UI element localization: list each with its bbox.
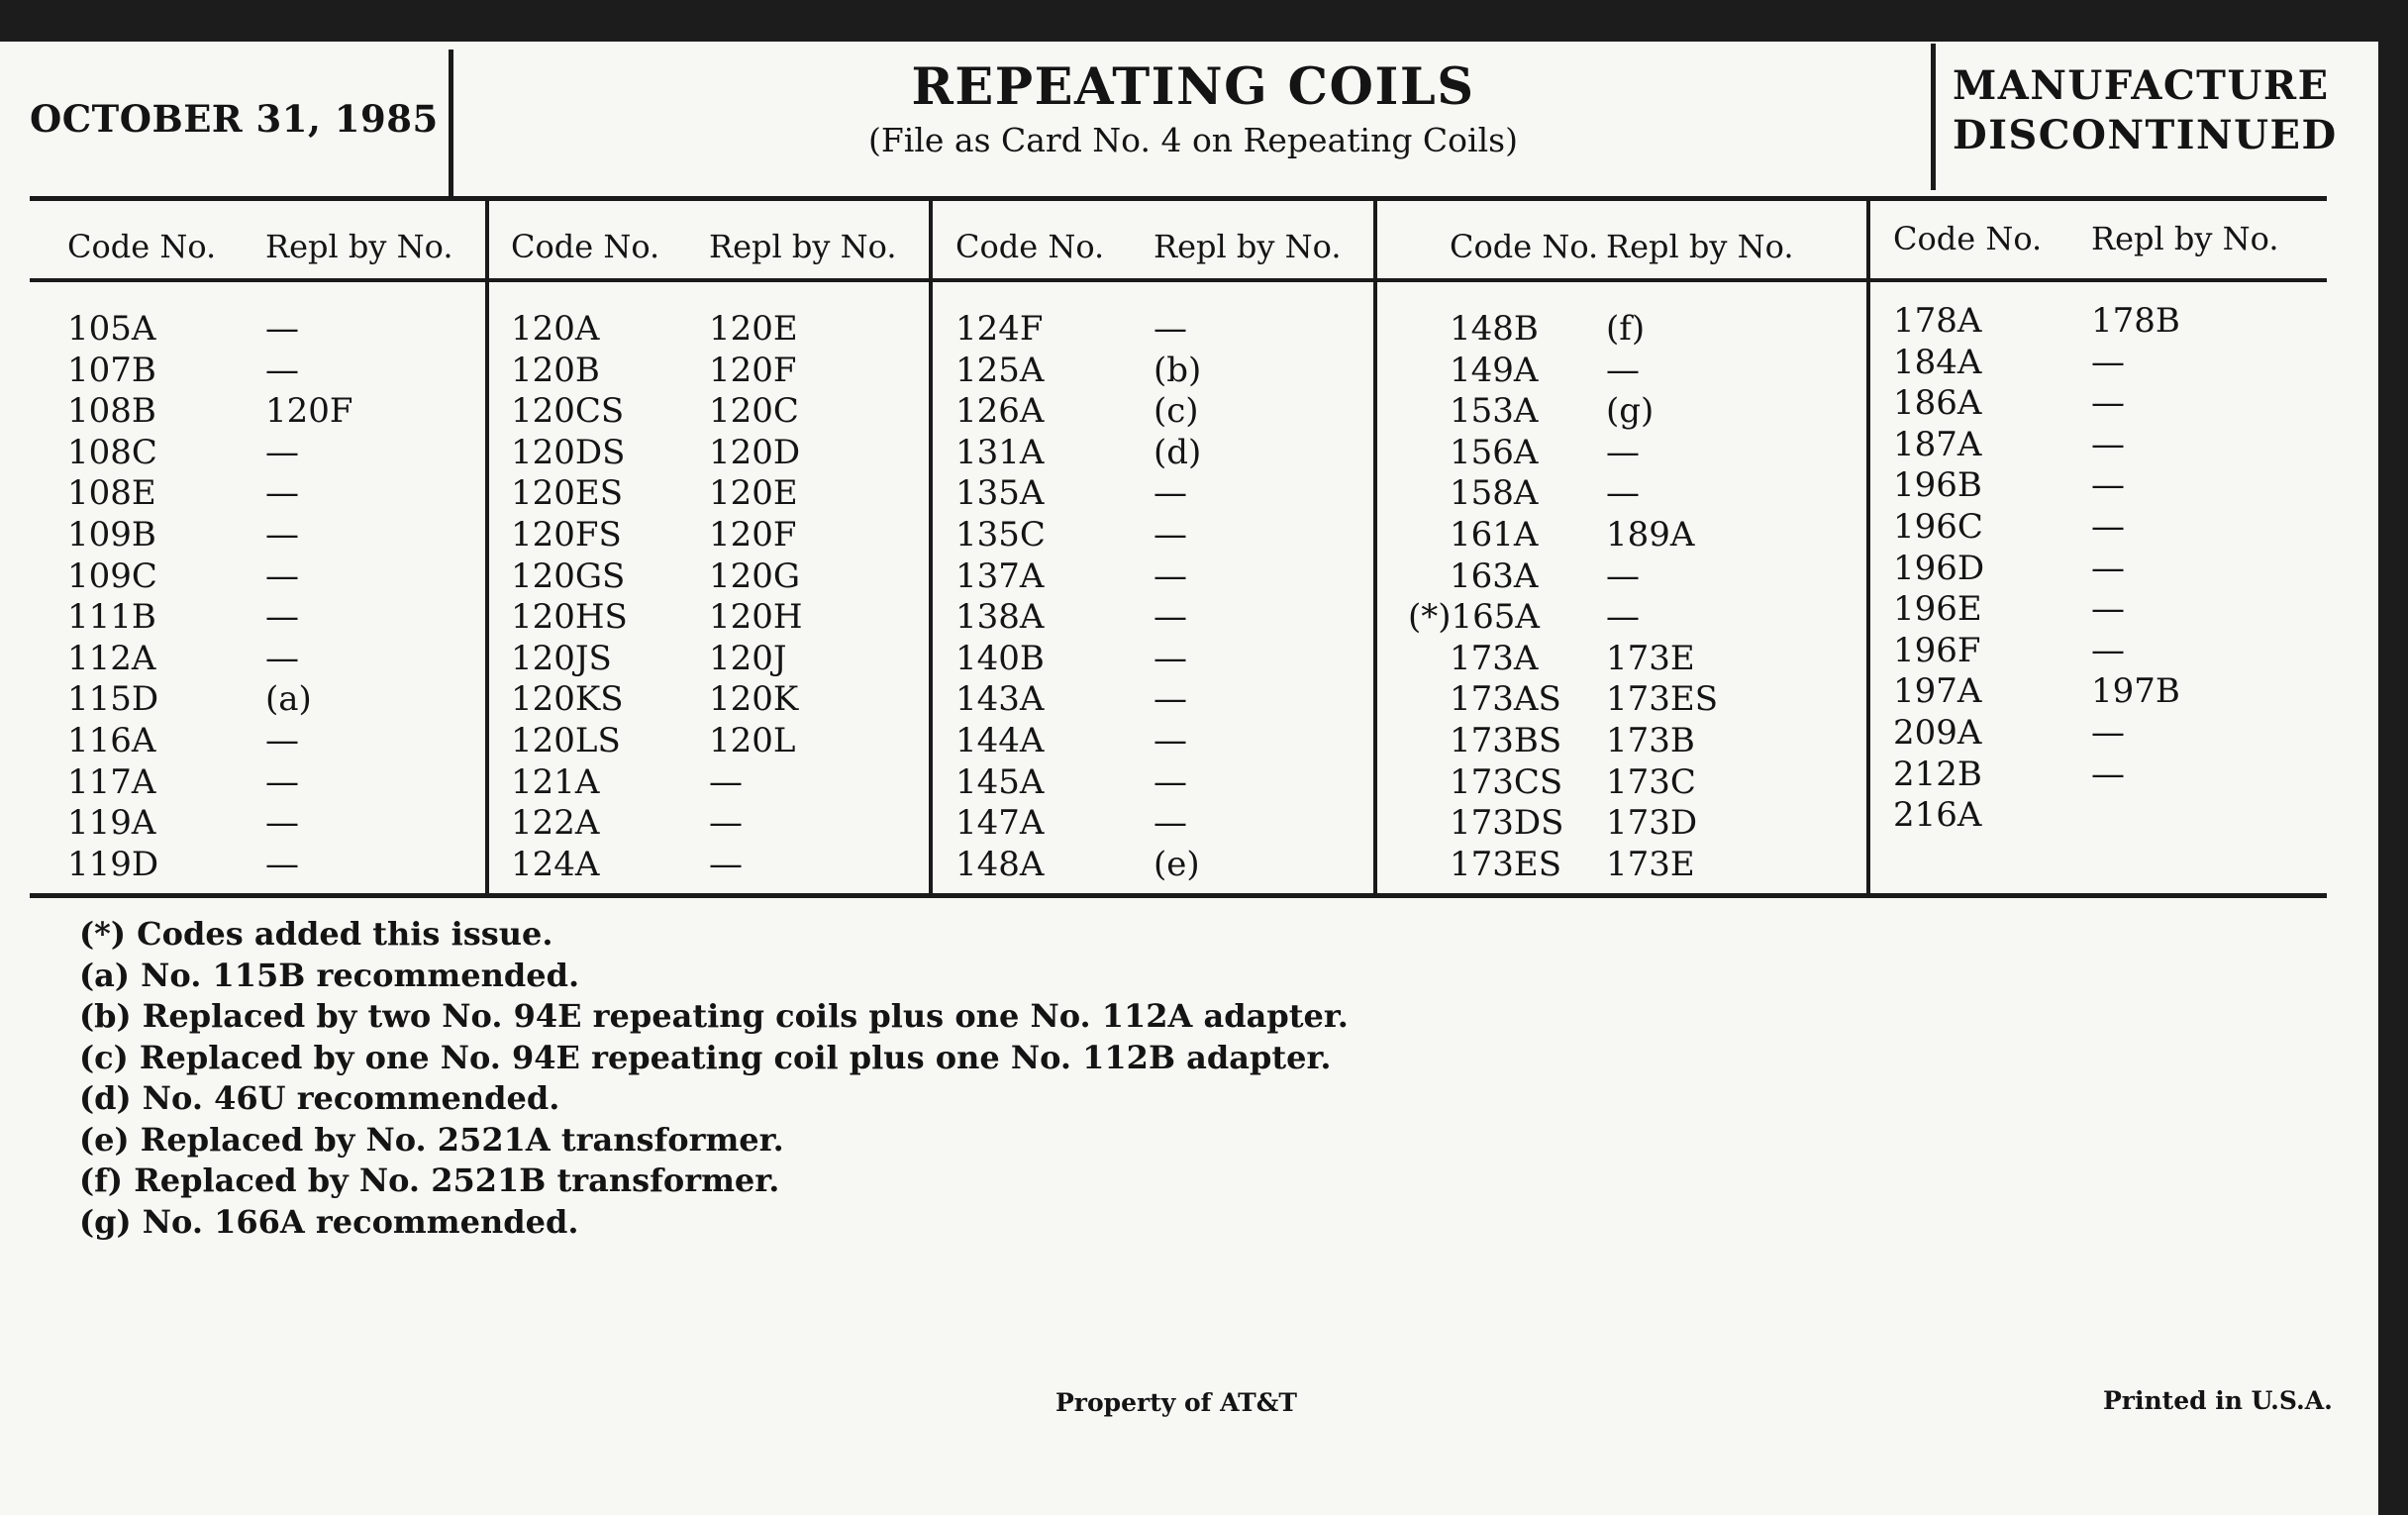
- replacement-cell: —: [1606, 350, 1640, 390]
- code-cell: 149A: [1450, 350, 1539, 390]
- replacement-cell: —: [265, 309, 299, 349]
- code-cell: (*)165A: [1408, 597, 1540, 638]
- column-divider-2: [929, 198, 933, 896]
- table-row: [1893, 301, 2289, 343]
- replacement-cell: 178B: [2091, 301, 2180, 341]
- header-divider-left: [449, 50, 453, 196]
- replacement-cell: —: [2091, 465, 2125, 506]
- replacement-cell: (d): [1154, 432, 1202, 472]
- column-header-row: [1893, 204, 2289, 273]
- table-row: [955, 556, 1352, 598]
- code-cell: 107B: [67, 350, 156, 390]
- property-notice: Property of AT&T: [1055, 1388, 1297, 1417]
- replacement-cell: 120D: [709, 432, 801, 472]
- replacement-cell: (a): [265, 679, 312, 720]
- code-cell: 173ES: [1450, 844, 1562, 884]
- replacement-cell: —: [1154, 803, 1187, 844]
- replacement-cell: —: [2091, 630, 2125, 670]
- replacement-cell: 120K: [709, 679, 799, 720]
- code-cell: 173A: [1450, 638, 1539, 678]
- footnote: (c) Replaced by one No. 94E repeating coil plus one No. 112B adapter.: [79, 1038, 1332, 1076]
- repl-header: Repl by No.: [265, 228, 453, 265]
- replacement-cell: 173D: [1606, 803, 1698, 844]
- code-cell: 109C: [67, 556, 157, 596]
- code-cell: 173DS: [1450, 803, 1564, 844]
- table-row: [511, 803, 907, 845]
- code-cell: 117A: [67, 761, 156, 802]
- code-cell: 111B: [67, 597, 156, 638]
- replacement-cell: —: [1154, 679, 1187, 720]
- replacement-cell: —: [1154, 473, 1187, 514]
- code-cell: 173CS: [1450, 761, 1563, 802]
- code-cell: 126A: [955, 391, 1045, 432]
- table-row: [511, 845, 907, 886]
- code-cell: 196C: [1893, 506, 1983, 547]
- code-cell: 120HS: [511, 597, 628, 638]
- table-row: [1893, 343, 2289, 384]
- rows: [511, 309, 907, 885]
- table-row: [511, 351, 907, 392]
- code-cell: 116A: [67, 720, 156, 760]
- replacement-cell: 173E: [1606, 638, 1695, 678]
- code-header: Code No.: [511, 228, 660, 265]
- replacement-cell: —: [1154, 638, 1187, 678]
- table-row: [511, 762, 907, 804]
- replacement-cell: —: [1606, 556, 1640, 596]
- rows: [1408, 309, 1804, 885]
- table-row: [1893, 383, 2289, 425]
- table-row: [1408, 433, 1804, 474]
- issue-date: OCTOBER 31, 1985: [30, 97, 439, 141]
- footnote: (g) No. 166A recommended.: [79, 1202, 579, 1241]
- replacement-cell: —: [2091, 548, 2125, 588]
- code-cell: 196F: [1893, 630, 1981, 670]
- replacement-cell: —: [2091, 383, 2125, 424]
- table-row: [1893, 795, 2289, 837]
- table-row: [1893, 671, 2289, 713]
- column-header-row: [511, 212, 907, 281]
- code-cell: 196D: [1893, 548, 1985, 588]
- replacement-cell: (f): [1606, 309, 1646, 349]
- code-cell: 120ES: [511, 473, 624, 514]
- table-row: [955, 515, 1352, 556]
- status-line-1: MANUFACTURE: [1953, 62, 2330, 109]
- replacement-cell: —: [709, 803, 743, 844]
- replacement-cell: —: [1606, 597, 1640, 638]
- table-row: [67, 803, 463, 845]
- replacement-cell: —: [1154, 309, 1187, 349]
- replacement-cell: 120L: [709, 720, 796, 760]
- code-header: Code No.: [1450, 228, 1599, 265]
- table-bottom-rule: [30, 893, 2327, 898]
- code-cell: 120DS: [511, 432, 626, 472]
- replacement-cell: 120C: [709, 391, 799, 432]
- column-divider-4: [1866, 198, 1870, 896]
- replacement-cell: —: [2091, 424, 2125, 464]
- rows: [67, 309, 463, 885]
- table-top-rule: [30, 196, 2327, 201]
- replacement-cell: —: [709, 761, 743, 802]
- table-row: [67, 597, 463, 639]
- table-row: [511, 309, 907, 351]
- table-row: [67, 433, 463, 474]
- table-row: [511, 473, 907, 515]
- table-row: [67, 351, 463, 392]
- replacement-cell: 120G: [709, 556, 801, 596]
- table-row: [1408, 679, 1804, 721]
- table-row: [511, 515, 907, 556]
- repl-header: Repl by No.: [1606, 228, 1794, 265]
- code-header: Code No.: [1893, 220, 2043, 257]
- table-row: [1893, 465, 2289, 507]
- table-row: [511, 721, 907, 762]
- code-cell: 145A: [955, 761, 1045, 802]
- column-group-5: [1893, 204, 2289, 837]
- header-divider-right: [1931, 44, 1936, 190]
- replacement-cell: (e): [1154, 844, 1200, 884]
- table-row: [1893, 507, 2289, 549]
- replacement-cell: —: [1606, 473, 1640, 514]
- table-row: [1408, 721, 1804, 762]
- table-row: [955, 309, 1352, 351]
- table-row: [67, 556, 463, 598]
- table-row: [511, 556, 907, 598]
- column-header-row: [955, 212, 1352, 281]
- code-cell: 184A: [1893, 342, 1982, 382]
- replacement-cell: 120H: [709, 597, 803, 638]
- code-cell: 153A: [1450, 391, 1539, 432]
- code-cell: 108C: [67, 432, 157, 472]
- replacement-cell: 189A: [1606, 514, 1695, 555]
- code-header: Code No.: [67, 228, 217, 265]
- replacement-cell: 120J: [709, 638, 787, 678]
- code-cell: 120LS: [511, 720, 621, 760]
- document-subtitle: (File as Card No. 4 on Repeating Coils): [868, 121, 1518, 159]
- code-cell: 137A: [955, 556, 1045, 596]
- replacement-cell: —: [1154, 597, 1187, 638]
- replacement-cell: (b): [1154, 350, 1202, 390]
- column-group-3: [955, 212, 1352, 885]
- code-cell: 105A: [67, 309, 156, 349]
- printed-notice: Printed in U.S.A.: [2103, 1386, 2333, 1415]
- table-row: [955, 679, 1352, 721]
- code-cell: 121A: [511, 761, 600, 802]
- replacement-cell: —: [265, 350, 299, 390]
- code-cell: 124A: [511, 844, 600, 884]
- code-cell: 163A: [1450, 556, 1539, 596]
- code-cell: 197A: [1893, 671, 1982, 712]
- footnote: (*) Codes added this issue.: [79, 915, 553, 953]
- column-header-row: [67, 212, 463, 281]
- code-cell: 209A: [1893, 712, 1982, 753]
- replacement-cell: —: [1154, 761, 1187, 802]
- code-cell: 144A: [955, 720, 1045, 760]
- code-cell: 120JS: [511, 638, 612, 678]
- table-row: [1408, 309, 1804, 351]
- table-row: [1408, 597, 1804, 639]
- code-cell: 122A: [511, 803, 600, 844]
- document-title: REPEATING COILS: [911, 57, 1475, 117]
- table-row: [955, 639, 1352, 680]
- code-cell: 158A: [1450, 473, 1539, 514]
- table-row: [67, 391, 463, 433]
- table-row: [511, 679, 907, 721]
- code-cell: 140B: [955, 638, 1045, 678]
- replacement-cell: —: [265, 638, 299, 678]
- replacement-cell: —: [265, 556, 299, 596]
- replacement-cell: —: [265, 761, 299, 802]
- table-row: [1893, 713, 2289, 755]
- replacement-cell: —: [2091, 589, 2125, 630]
- column-divider-3: [1373, 198, 1377, 896]
- table-row: [1893, 589, 2289, 631]
- code-cell: 125A: [955, 350, 1045, 390]
- table-row: [511, 597, 907, 639]
- table-row: [67, 473, 463, 515]
- table-row: [67, 309, 463, 351]
- replacement-cell: 173B: [1606, 720, 1695, 760]
- code-cell: 120A: [511, 309, 600, 349]
- table-row: [67, 515, 463, 556]
- table-row: [1893, 425, 2289, 466]
- footnote: (f) Replaced by No. 2521B transformer.: [79, 1162, 780, 1199]
- table-row: [955, 597, 1352, 639]
- table-row: [1893, 549, 2289, 590]
- repl-header: Repl by No.: [1154, 228, 1342, 265]
- table-row: [1408, 473, 1804, 515]
- code-cell: 173BS: [1450, 720, 1562, 760]
- code-cell: 173AS: [1450, 679, 1561, 720]
- code-cell: 147A: [955, 803, 1045, 844]
- replacement-cell: —: [1154, 720, 1187, 760]
- replacement-cell: —: [265, 597, 299, 638]
- replacement-cell: —: [265, 844, 299, 884]
- code-cell: 196B: [1893, 465, 1982, 506]
- table-row: [955, 721, 1352, 762]
- table-row: [1408, 639, 1804, 680]
- column-group-1: [67, 212, 463, 885]
- table-row: [67, 762, 463, 804]
- table-row: [67, 845, 463, 886]
- code-cell: 156A: [1450, 432, 1539, 472]
- footnote: (e) Replaced by No. 2521A transformer.: [79, 1120, 784, 1159]
- replacement-cell: —: [709, 844, 743, 884]
- replacement-cell: —: [1154, 556, 1187, 596]
- code-cell: 138A: [955, 597, 1045, 638]
- replacement-cell: —: [265, 803, 299, 844]
- replacement-cell: (g): [1606, 391, 1655, 432]
- replacement-cell: —: [265, 473, 299, 514]
- replacement-cell: —: [2091, 754, 2125, 794]
- replacement-cell: —: [1154, 514, 1187, 555]
- table-row: [955, 762, 1352, 804]
- table-row: [1408, 515, 1804, 556]
- replacement-cell: —: [265, 720, 299, 760]
- table-row: [511, 433, 907, 474]
- code-cell: 131A: [955, 432, 1045, 472]
- code-cell: 120FS: [511, 514, 622, 555]
- footnote: (a) No. 115B recommended.: [79, 956, 580, 994]
- table-row: [1408, 762, 1804, 804]
- table-row: [1408, 845, 1804, 886]
- table-row: [955, 433, 1352, 474]
- code-cell: 108E: [67, 473, 156, 514]
- code-cell: 212B: [1893, 754, 1982, 794]
- replacement-cell: 120F: [709, 514, 797, 555]
- code-cell: 109B: [67, 514, 156, 555]
- code-cell: 112A: [67, 638, 156, 678]
- table-row: [1408, 351, 1804, 392]
- table-row: [1408, 556, 1804, 598]
- table-row: [67, 679, 463, 721]
- replacement-cell: —: [265, 514, 299, 555]
- table-row: [1893, 631, 2289, 672]
- code-cell: 178A: [1893, 301, 1982, 341]
- table-row: [1408, 803, 1804, 845]
- table-row: [511, 391, 907, 433]
- code-cell: 119A: [67, 803, 156, 844]
- code-cell: 196E: [1893, 589, 1982, 630]
- replacement-cell: 120E: [709, 473, 798, 514]
- rows: [955, 309, 1352, 885]
- footnotes: [79, 914, 1349, 1243]
- replacement-cell: 173ES: [1606, 679, 1719, 720]
- status-line-2: DISCONTINUED: [1953, 112, 2338, 158]
- code-cell: 143A: [955, 679, 1045, 720]
- table-row: [955, 473, 1352, 515]
- replacement-cell: 120E: [709, 309, 798, 349]
- table-row: [955, 803, 1352, 845]
- replacement-cell: —: [1606, 432, 1640, 472]
- table-row: [955, 351, 1352, 392]
- code-cell: 120CS: [511, 391, 625, 432]
- code-cell: 119D: [67, 844, 159, 884]
- table-row: [67, 721, 463, 762]
- code-cell: 135C: [955, 514, 1046, 555]
- replacement-cell: —: [265, 432, 299, 472]
- table-row: [955, 391, 1352, 433]
- column-group-4: [1408, 212, 1804, 885]
- code-cell: 124F: [955, 309, 1044, 349]
- code-cell: 120B: [511, 350, 600, 390]
- code-cell: 120KS: [511, 679, 624, 720]
- code-cell: 115D: [67, 679, 159, 720]
- replacement-cell: 197B: [2091, 671, 2180, 712]
- code-cell: 108B: [67, 391, 156, 432]
- repl-header: Repl by No.: [709, 228, 897, 265]
- rows: [1893, 301, 2289, 837]
- replacement-cell: —: [2091, 342, 2125, 382]
- code-header: Code No.: [955, 228, 1105, 265]
- code-cell: 148B: [1450, 309, 1539, 349]
- table-row: [1408, 391, 1804, 433]
- repl-header: Repl by No.: [2091, 220, 2279, 257]
- column-group-2: [511, 212, 907, 885]
- replacement-cell: —: [2091, 712, 2125, 753]
- replacement-cell: (c): [1154, 391, 1199, 432]
- table-row: [955, 845, 1352, 886]
- replacement-cell: 173E: [1606, 844, 1695, 884]
- status-label: [1953, 61, 2338, 160]
- code-cell: 187A: [1893, 424, 1982, 464]
- footnote: (d) No. 46U recommended.: [79, 1079, 560, 1117]
- footnote: (b) Replaced by two No. 94E repeating coils plus one No. 112A adapter.: [79, 997, 1349, 1035]
- replacement-cell: [2091, 795, 2289, 837]
- table-row: [511, 639, 907, 680]
- table-row: [1893, 755, 2289, 796]
- replacement-cell: 120F: [265, 391, 353, 432]
- code-cell: 216A: [1893, 795, 1982, 836]
- column-divider-1: [485, 198, 489, 896]
- code-cell: 186A: [1893, 383, 1982, 424]
- replacement-cell: 173C: [1606, 761, 1696, 802]
- code-cell: 120GS: [511, 556, 626, 596]
- replacement-cell: —: [2091, 506, 2125, 547]
- replacement-cell: 120F: [709, 350, 797, 390]
- table-row: [67, 639, 463, 680]
- code-cell: 148A: [955, 844, 1045, 884]
- code-cell: 135A: [955, 473, 1045, 514]
- code-cell: 161A: [1450, 514, 1539, 555]
- column-header-row: [1408, 212, 1804, 281]
